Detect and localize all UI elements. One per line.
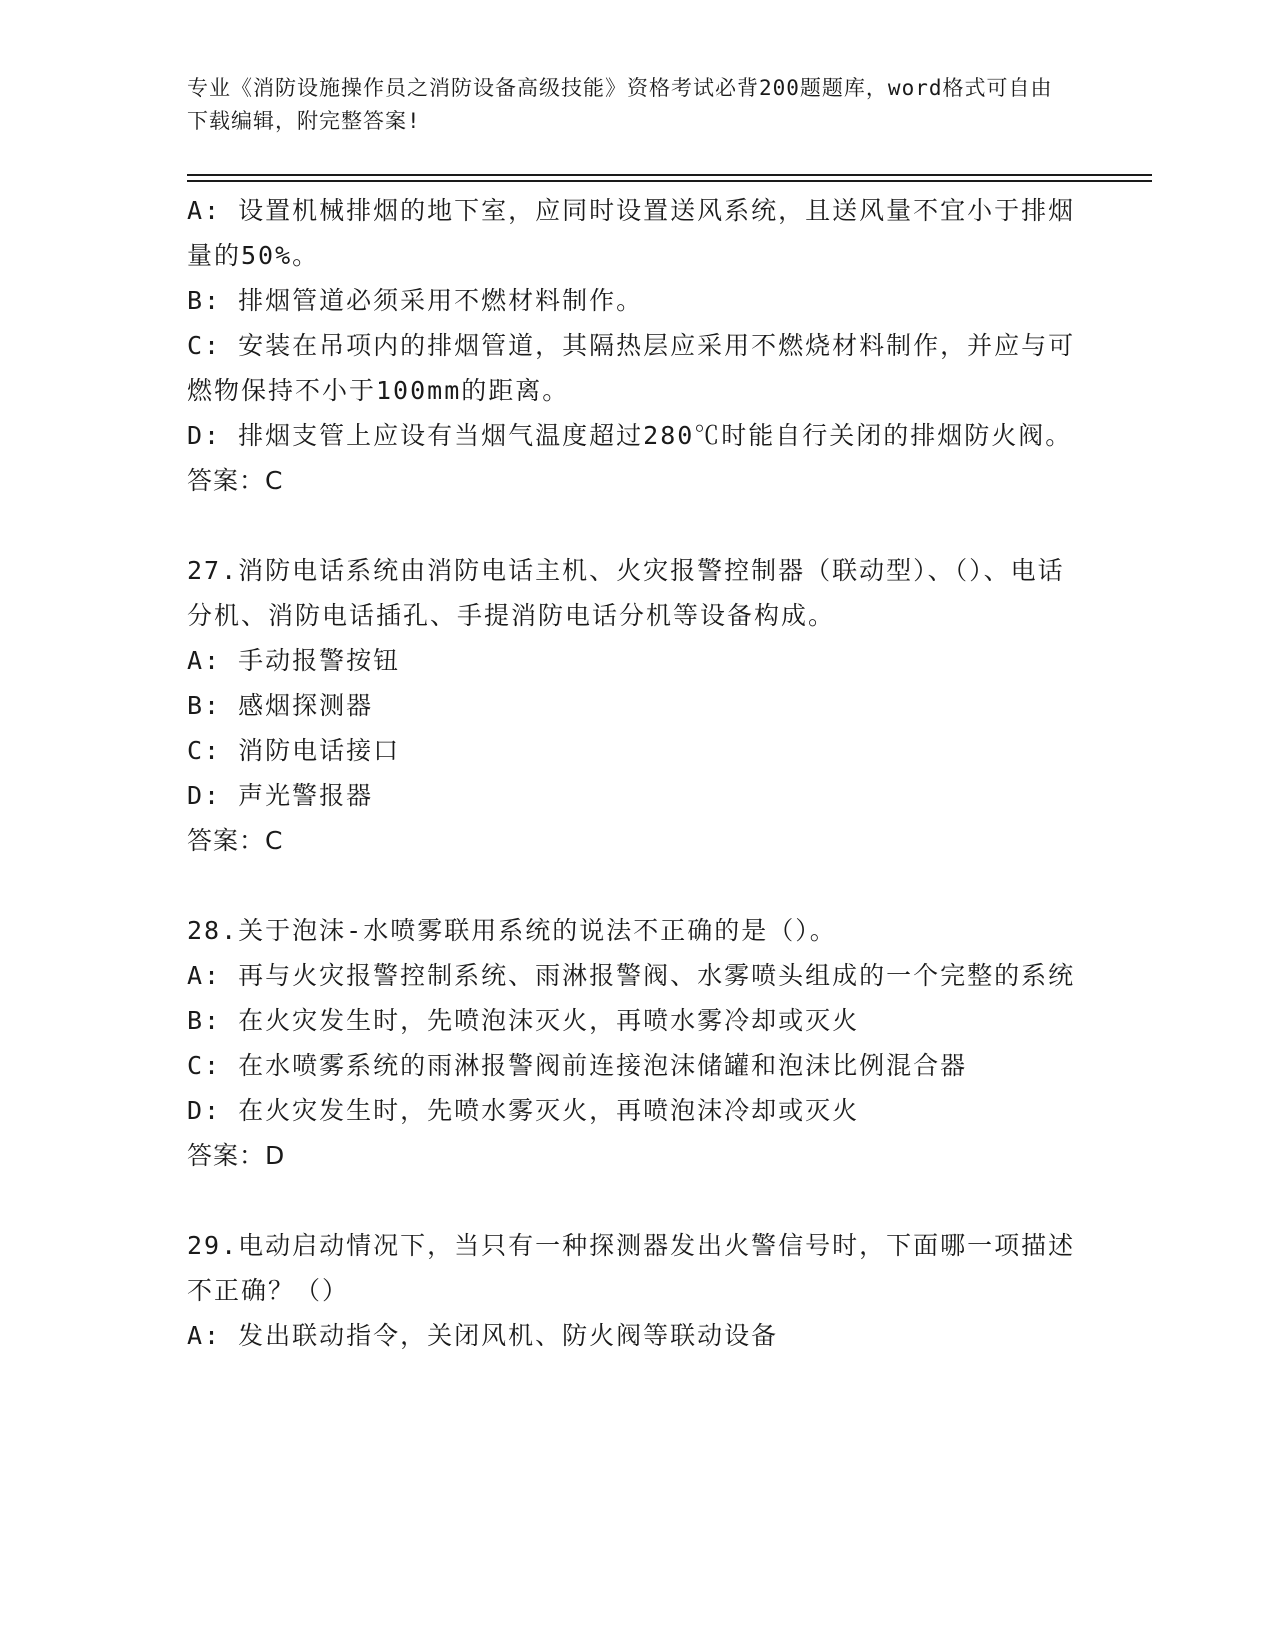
question-26	[187, 188, 1077, 503]
question-text: 27.消防电话系统由消防电话主机、火灾报警控制器（联动型）、（）、电话分机、消防电话插孔、手提消防电话分机等设备构成。	[187, 556, 1065, 630]
header-rule-top	[187, 174, 1152, 176]
option-b: B: 排烟管道必须采用不燃材料制作。	[187, 286, 644, 315]
option-a: A: 再与火灾报警控制系统、雨淋报警阀、水雾喷头组成的一个完整的系统	[187, 961, 1076, 990]
question-text: 29.电动启动情况下，当只有一种探测器发出火警信号时，下面哪一项描述不正确？（）	[187, 1231, 1076, 1305]
question-29	[187, 1223, 1077, 1358]
document-header: 专业《消防设施操作员之消防设备高级技能》资格考试必背200题题库，word格式可自由下载编辑，附完整答案!	[187, 76, 1053, 133]
question-27	[187, 548, 1077, 863]
option-b: B: 感烟探测器	[187, 691, 374, 720]
answer-label: 答案：C	[187, 466, 284, 495]
option-c: C: 安装在吊项内的排烟管道，其隔热层应采用不燃烧材料制作，并应与可燃物保持不小于100mm的距离。	[187, 331, 1076, 405]
option-c: C: 消防电话接口	[187, 736, 401, 765]
option-b: B: 在火灾发生时，先喷泡沫灭火，再喷水雾冷却或灭火	[187, 1006, 860, 1035]
option-d: D: 排烟支管上应设有当烟气温度超过280℃时能自行关闭的排烟防火阀。	[187, 421, 1073, 450]
option-d: D: 声光警报器	[187, 781, 374, 810]
option-d: D: 在火灾发生时，先喷水雾灭火，再喷泡沫冷却或灭火	[187, 1096, 860, 1125]
question-28	[187, 908, 1077, 1178]
answer-label: 答案：C	[187, 826, 284, 855]
option-a: A: 设置机械排烟的地下室，应同时设置送风系统，且送风量不宜小于排烟量的50%。	[187, 196, 1076, 270]
question-list	[187, 188, 1077, 1358]
option-c: C: 在水喷雾系统的雨淋报警阀前连接泡沫储罐和泡沫比例混合器	[187, 1051, 968, 1080]
header-rule-bottom	[187, 180, 1152, 182]
question-text: 28.关于泡沫-水喷雾联用系统的说法不正确的是（）。	[187, 916, 837, 945]
option-a: A: 手动报警按钮	[187, 646, 401, 675]
option-a: A: 发出联动指令，关闭风机、防火阀等联动设备	[187, 1321, 779, 1350]
answer-label: 答案：D	[187, 1141, 286, 1170]
